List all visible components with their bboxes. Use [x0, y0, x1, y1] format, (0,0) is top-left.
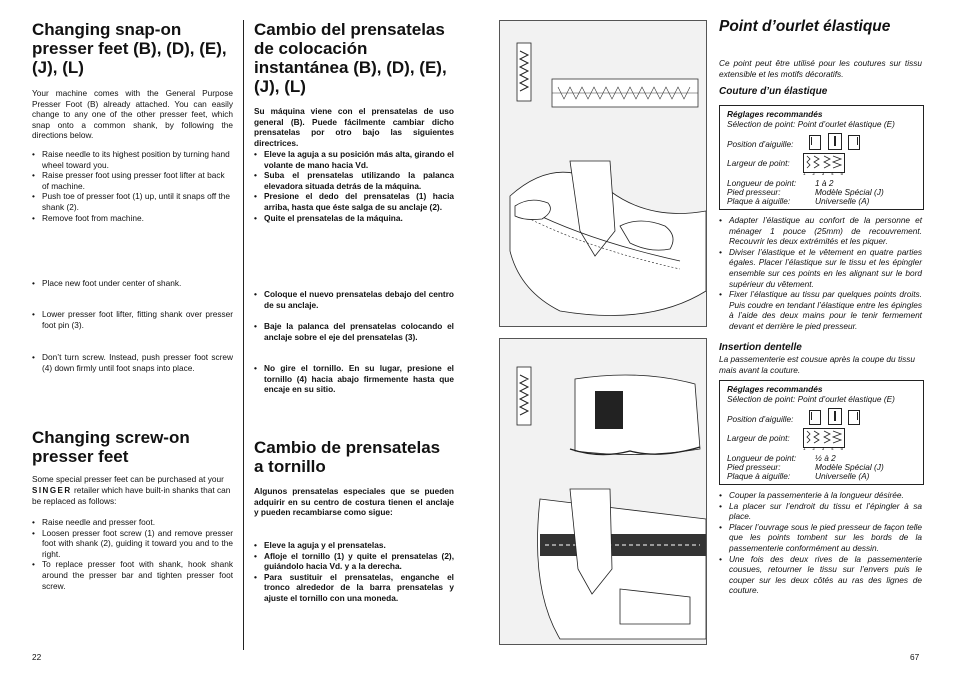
screw-on-intro [32, 474, 233, 507]
needle-right-icon [848, 410, 860, 425]
screw-step [32, 352, 233, 373]
lace-steps [719, 490, 922, 596]
snap-on-heading-es: Cambio del prensatelas de colocación instantánea (B), (D), (E), (J), (L) [254, 20, 447, 96]
needle-center-icon [828, 408, 842, 425]
list-item: • Presione el dedo del prensatelas (1) hacia arriba, hasta que éste salga de su anclaje (2). [254, 191, 454, 212]
lace-insertion-drawing [500, 339, 706, 644]
scale-mark: 3 [821, 171, 825, 176]
page-number-right: 67 [910, 652, 920, 662]
needle-right-icon [848, 135, 860, 150]
column-divider [243, 20, 244, 650]
snap-on-heading: Changing snap-on presser feet (B), (D), (E), (J), (L) [32, 20, 227, 77]
list-item: • No gire el tornillo. En su lugar, presione el tornillo (4) hacia abajo firmemente hasta que encaje en su sitio. [254, 363, 454, 395]
list-item: • Placer l’ouvrage sous le pied presseur de façon telle que les points tombent sur les bords de la passementerie conformément au dessin. [719, 522, 922, 554]
needle-position-label: Position d’aiguille: [727, 139, 794, 149]
scale-mark: 2 [812, 171, 815, 176]
presser-foot-value: Modèle Spécial (J) [815, 187, 884, 197]
list-item: • To replace presser foot with shank, hook shank around the presser bar and tighten presser foot screw. [32, 559, 233, 591]
needle-position-label: Position d’aiguille: [727, 414, 794, 424]
needle-plate-value: Universelle (A) [815, 196, 870, 206]
stitch-width-selector [803, 428, 845, 448]
needle-center-icon [828, 133, 842, 150]
elastic-sewing-illustration [499, 20, 707, 327]
list-item: • Remove foot from machine. [32, 213, 233, 224]
settings-header: Réglages recommandés [727, 384, 823, 394]
list-item: • Raise needle and presser foot. [32, 517, 233, 528]
list-item: • Loosen presser foot screw (1) and remove presser foot with shank (2), guiding it toward you and to the right. [32, 528, 233, 560]
french-title: Point d’ourlet élastique [719, 18, 891, 35]
stitch-selection: Sélection de point: Point d’ourlet élastique (E) [727, 394, 895, 404]
list-item: • Quite el prensatelas de la máquina. [254, 213, 454, 224]
list-item: • La placer sur l’endroit du tissu et l’épingler à sa place. [719, 501, 922, 522]
screw-on-intro-es: Algunos prensatelas especiales que se pueden adquirir en su centro de costura tienen el anclaje y pueden recambiarse como sigue: [254, 486, 454, 518]
stitch-length-value: 1 à 2 [815, 178, 834, 188]
intro-text-b: retailer which have built-in shanks that can be replaced as follows: [32, 484, 231, 507]
list-item: • Fixer l’élastique au tissu par quelques points droits. Puis coudre en tendant l’élastique entre les épingles à l’aide des deux mains pour le tenir fermement devant et derrière le pied presseur. [719, 289, 922, 331]
spanish-column [254, 20, 454, 148]
needle-plate-label: Plaque à aiguille: [727, 196, 791, 206]
elastic-subtitle: Couture d’un élastique [719, 86, 828, 97]
zigzag-width-icon [804, 429, 844, 447]
width-scale [803, 171, 843, 176]
stitch-length-label: Longueur de point: [727, 453, 797, 463]
list-item: • Adapter l’élastique au confort de la personne et ménager 1 pouce (25mm) de recouvrement. Recouvrir les deux extrémités et les piquer. [719, 215, 922, 247]
stitch-width-selector [803, 153, 845, 173]
scale-mark: 1 [803, 171, 806, 176]
stitch-width-label: Largeur de point: [727, 433, 790, 443]
lower-step-es [254, 321, 454, 342]
scale-mark: 5 [840, 171, 843, 176]
sewing-elastic-drawing [500, 21, 706, 326]
list-item: • Place new foot under center of shank. [32, 278, 233, 289]
list-item: • Afloje el tornillo (1) y quite el prensatelas (2), guiándolo hacia Vd. y a la derecha. [254, 551, 454, 572]
place-step-es [254, 289, 454, 310]
screw-step-es [254, 363, 454, 395]
list-item: • Eleve la aguja a su posición más alta, girando el volante de mano hacia Vd. [254, 149, 454, 170]
presser-foot-value: Modèle Spécial (J) [815, 462, 884, 472]
stitch-width-label: Largeur de point: [727, 158, 790, 168]
scale-mark: 5 [840, 446, 843, 451]
needle-plate-value: Universelle (A) [815, 471, 870, 481]
settings-box-elastic [719, 105, 924, 210]
stitch-length-label: Longueur de point: [727, 178, 797, 188]
settings-box-lace [719, 380, 924, 485]
singer-logo: SINGER [32, 485, 72, 495]
screw-on-heading-es: Cambio de prensatelas a tornillo [254, 438, 441, 476]
needle-left-icon [809, 135, 821, 150]
list-item: • Para sustituir el prensatelas, enganche el tronco alrededor de la barra prensatelas y ajuste el tornillo con una moneda. [254, 572, 454, 604]
needle-left-icon [809, 410, 821, 425]
list-item: • Push toe of presser foot (1) up, until it snaps off the shank (2). [32, 191, 233, 212]
list-item: • Coloque el nuevo prensatelas debajo del centro de su anclaje. [254, 289, 454, 310]
lace-subtitle: Insertion dentelle [719, 342, 802, 353]
page-number-left: 22 [32, 652, 42, 662]
stitch-selection: Sélection de point: Point d’ourlet élastique (E) [727, 119, 895, 129]
snap-on-steps [32, 149, 233, 223]
scale-mark: 3 [821, 446, 825, 451]
lace-intro: La passementerie est cousue après la coupe du tissu mais avant la couture. [719, 354, 916, 375]
list-item: • Don’t turn screw. Instead, push presser foot screw (4) down firmly until foot snaps into place. [32, 352, 233, 373]
list-item: • Suba el prensatelas utilizando la palanca elevadora situada detrás de la máquina. [254, 170, 454, 191]
zigzag-width-icon [804, 154, 844, 172]
needle-plate-label: Plaque à aiguille: [727, 471, 791, 481]
scale-mark: 4 [831, 446, 834, 451]
list-item: • Diviser l’élastique et le vêtement en quatre parties égales. Placer l’élastique sur le tissu et les épingler ensemble sur ces points en les alignant sur le bord supérieur du vêtement. [719, 247, 922, 289]
screw-on-heading: Changing screw-on presser feet [32, 428, 190, 466]
presser-foot-label: Pied presseur: [727, 187, 781, 197]
screw-on-steps [32, 517, 233, 591]
intro-text-a: Some special presser feet can be purchased at your [32, 474, 224, 484]
snap-on-steps-es [254, 149, 454, 223]
scale-mark: 4 [831, 171, 834, 176]
settings-header: Réglages recommandés [727, 109, 823, 119]
list-item: • Raise needle to its highest position by turning hand wheel toward you. [32, 149, 233, 170]
lower-step [32, 309, 233, 330]
width-scale [803, 446, 843, 451]
list-item: • Une fois des deux rives de la passementerie cousues, retourner le tissu sur l’envers puis le couper sur les deux côtés au ras des lignes de couture. [719, 554, 922, 596]
elastic-steps [719, 215, 922, 332]
lace-insertion-illustration [499, 338, 707, 645]
list-item: • Couper la passementerie à la longueur désirée. [719, 490, 922, 501]
screw-on-steps-es [254, 540, 454, 604]
place-step [32, 278, 233, 289]
list-item: • Baje la palanca del prensatelas colocando el anclaje sobre el eje del prensatelas (3). [254, 321, 454, 342]
snap-on-intro-es: Su máquina viene con el prensatelas de uso general (B). Puede fácilmente cambiar dicho prensatelas por otro bajo las siguientes directrices. [254, 106, 454, 148]
presser-foot-label: Pied presseur: [727, 462, 781, 472]
french-intro: Ce point peut être utilisé pour les coutures sur tissu extensible et les motifs décoratifs. [719, 58, 922, 79]
list-item: • Raise presser foot using presser foot lifter at back of machine. [32, 170, 233, 191]
snap-on-intro: Your machine comes with the General Purpose Presser Foot (B) already attached. You can easily change to any one of the other presser feet, which snap onto a common shank, by following the directions below. [32, 88, 233, 141]
list-item: • Eleve la aguja y el prensatelas. [254, 540, 454, 551]
english-column [32, 20, 233, 141]
stitch-length-value: ½ à 2 [815, 453, 836, 463]
scale-mark: 2 [812, 446, 815, 451]
list-item: • Lower presser foot lifter, fitting shank over presser foot pin (3). [32, 309, 233, 330]
scale-mark: 1 [803, 446, 806, 451]
